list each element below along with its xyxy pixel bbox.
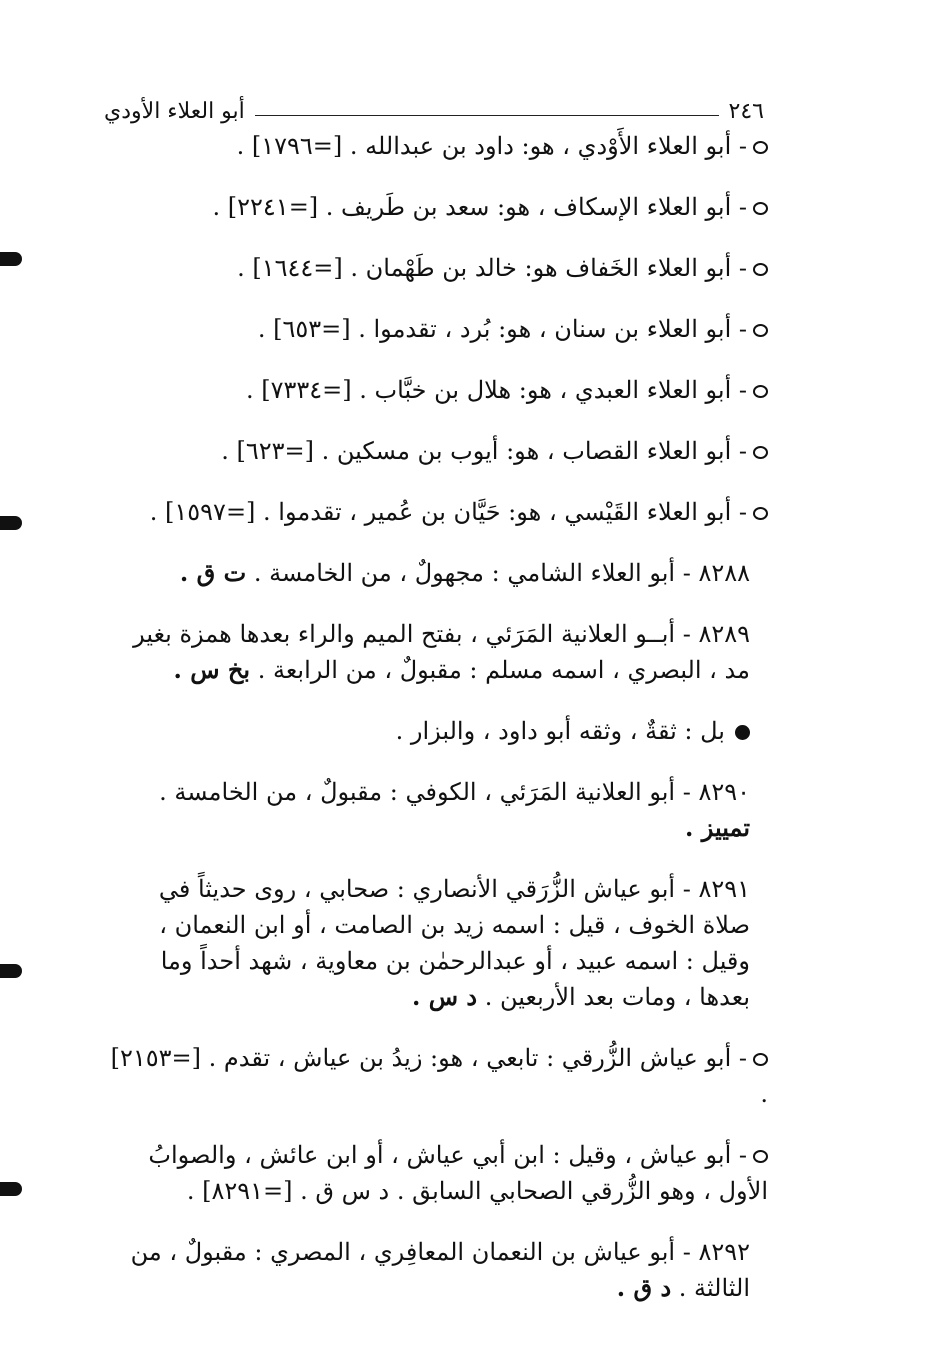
- entry-text: - أبو العلاء القصاب ، هو: أيوب بن مسكين . [=٦٢٣] .: [221, 437, 747, 465]
- entry-text: - أبو عياش ، وقيل : ابن أبي عياش ، أو ابن عائش ، والصوابُ الأول ، وهو الزُّرقي الصحابي السابق . د س ق . [=٨٢٩١] .: [148, 1141, 768, 1205]
- numbered-entry: [108, 774, 768, 846]
- entry-text: - أبو العلاء القَيْسي ، هو: حَيَّان بن عُمير ، تقدموا . [=١٥٩٧] .: [149, 498, 747, 526]
- cross-reference-entry: [108, 1137, 768, 1209]
- entry-text: - أبو العلاء الخَفاف هو: خالد بن طَهْمان . [=١٦٤٤] .: [237, 254, 747, 282]
- cross-reference-entry: [108, 311, 768, 347]
- entry-text: ٨٢٩١ - أبو عياش الزُّرَقي الأنصاري : صحابي ، روى حديثاً في صلاة الخوف ، قيل : اسمه زيد بن الصامت ، أو ابن النعمان ، وقيل : اسمه عبيد ، أو عبدالرحمٰن بن معاوية ، شهد أحداً وما بعدها ، ومات بعد الأربعين .: [158, 875, 750, 1011]
- cross-reference-entry: [108, 372, 768, 408]
- note-entry: [108, 713, 768, 749]
- circle-marker-icon: [753, 1150, 768, 1163]
- entry-text: - أبو العلاء العبدي ، هو: هلال بن خبَّاب . [=٧٣٣٤] .: [245, 376, 747, 404]
- entry-sigla: ت ق .: [179, 558, 247, 587]
- entry-sigla: تمييز .: [685, 813, 750, 842]
- page-number: ٢٤٦: [728, 99, 764, 124]
- circle-marker-icon: [753, 1053, 768, 1066]
- circle-marker-icon: [753, 263, 768, 276]
- running-title: أبو العلاء الأودي: [104, 99, 245, 124]
- binding-mark: [0, 1182, 22, 1196]
- entry-text: ٨٢٩٢ - أبو عياش بن النعمان المعافِري ، المصري : مقبولٌ ، من الثالثة .: [130, 1238, 750, 1302]
- cross-reference-entry: [108, 1040, 768, 1112]
- circle-marker-icon: [753, 446, 768, 459]
- cross-reference-entry: [108, 128, 768, 164]
- entry-text: - أبو العلاء الأَوْدي ، هو: داود بن عبدالله . [=١٧٩٦] .: [236, 132, 747, 160]
- cross-reference-entry: [108, 189, 768, 225]
- filled-circle-icon: [735, 725, 750, 740]
- entry-sigla: د ق .: [616, 1273, 672, 1302]
- entry-sigla: د س .: [412, 982, 478, 1011]
- page-header: [104, 92, 764, 124]
- entry-text: - أبو العلاء الإسكاف ، هو: سعد بن طَريف . [=٢٢٤١] .: [212, 193, 747, 221]
- circle-marker-icon: [753, 324, 768, 337]
- binding-mark: [0, 964, 22, 978]
- circle-marker-icon: [753, 202, 768, 215]
- numbered-entry: [108, 871, 768, 1015]
- numbered-entry: [108, 555, 768, 591]
- entry-text: ٨٢٩٠ - أبو العلانية المَرَئي ، الكوفي : مقبولٌ ، من الخامسة .: [159, 778, 750, 806]
- cross-reference-entry: [108, 433, 768, 469]
- circle-marker-icon: [753, 141, 768, 154]
- entry-text: ٨٢٨٨ - أبو العلاء الشامي : مجهولٌ ، من الخامسة .: [253, 559, 750, 587]
- entry-text: بل : ثقةٌ ، وثقه أبو داود ، والبزار .: [395, 717, 725, 745]
- entry-text: - أبو عياش الزُّرقي : تابعي ، هو: زيدُ بن عياش ، تقدم . [=٢١٥٣] .: [110, 1044, 768, 1108]
- cross-reference-entry: [108, 494, 768, 530]
- page-body: [108, 128, 768, 1331]
- binding-mark: [0, 516, 22, 530]
- cross-reference-entry: [108, 250, 768, 286]
- numbered-entry: [108, 616, 768, 688]
- binding-mark: [0, 252, 22, 266]
- entry-text: - أبو العلاء بن سنان ، هو: بُرد ، تقدموا . [=٦٥٣] .: [257, 315, 747, 343]
- circle-marker-icon: [753, 385, 768, 398]
- numbered-entry: [108, 1234, 768, 1306]
- circle-marker-icon: [753, 507, 768, 520]
- header-rule: [255, 115, 719, 116]
- entry-sigla: بخ س .: [173, 655, 251, 684]
- entry-text: ٨٢٨٩ - أبــو العلانية المَرَئي ، بفتح الميم والراء بعدها همزة بغير مد ، البصري ، اسمه مسلم : مقبولٌ ، من الرابعة .: [133, 620, 750, 684]
